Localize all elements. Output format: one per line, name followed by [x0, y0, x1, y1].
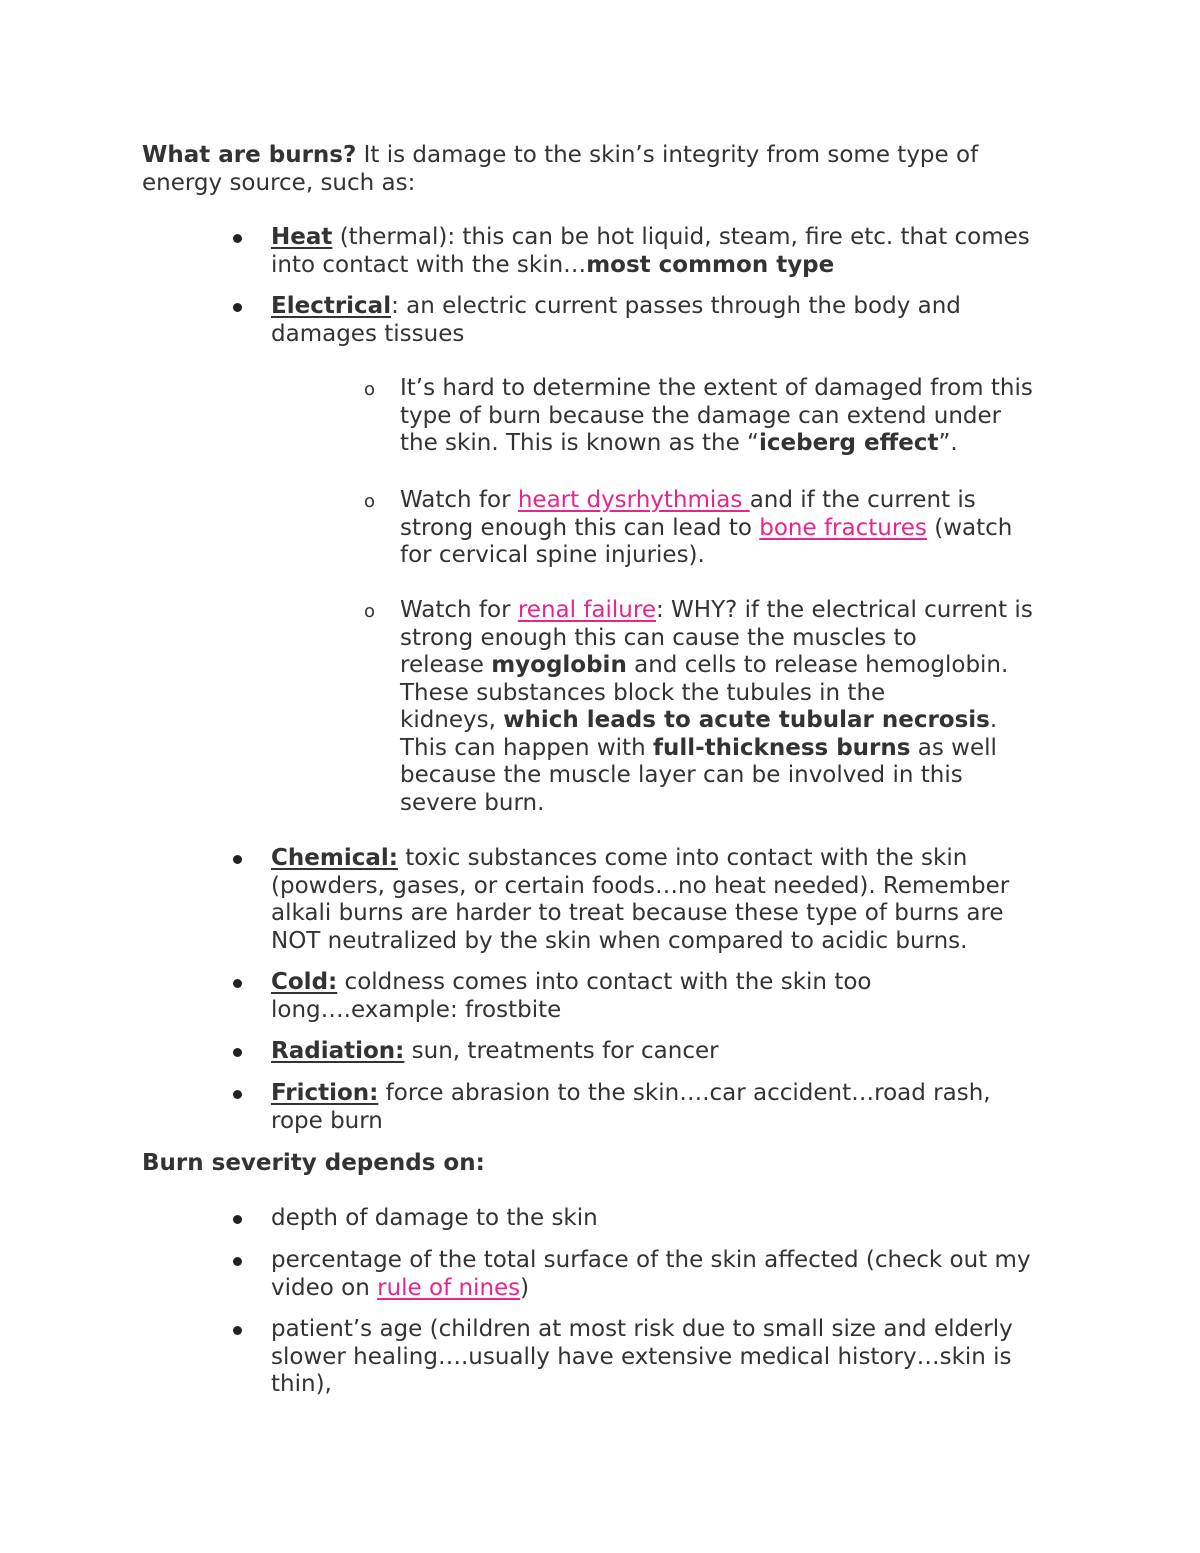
bullet-icon	[233, 1090, 242, 1099]
age-line-1: patient’s age (children at most risk due to small size and elderly	[271, 1316, 1013, 1342]
sub-item-iceberg	[400, 375, 1033, 458]
sub-item-renal	[400, 597, 1033, 817]
electrical-text-1: : an electric current passes through the body and	[391, 293, 961, 319]
bone-fractures-link[interactable]: bone fractures	[759, 514, 927, 541]
full-thickness-bold: full-thickness burns	[652, 734, 911, 761]
list-item-percentage	[271, 1247, 1031, 1302]
chemical-label: Chemical:	[271, 845, 398, 871]
list-item-cold	[271, 969, 871, 1024]
intro-text-1: It is damage to the skin’s integrity from some type of	[363, 142, 979, 168]
chemical-line-1: toxic substances come into contact with the skin	[397, 845, 968, 871]
cold-line-2: long….example: frostbite	[271, 996, 562, 1023]
electrical-label: Electrical	[271, 293, 392, 319]
chemical-line-2: (powders, gases, or certain foods…no heat needed). Remember	[271, 872, 1010, 899]
bullet-icon	[233, 1326, 242, 1335]
friction-label: Friction:	[271, 1080, 379, 1106]
bullet-icon	[233, 1048, 242, 1057]
list-item-chemical	[271, 845, 1009, 955]
heat-text-2: into contact with the skin…	[271, 251, 587, 278]
age-line-3: thin),	[271, 1371, 332, 1397]
iceberg-bold: iceberg effect	[758, 430, 939, 456]
renal-line-2: strong enough this can cause the muscles to	[400, 624, 917, 651]
bullet-icon	[233, 234, 242, 243]
heat-label: Heat	[271, 224, 333, 250]
chemical-line-4: NOT neutralized by the skin when compared to acidic burns.	[271, 927, 968, 954]
bullet-icon	[233, 303, 242, 312]
friction-line-1: force abrasion to the skin….car accident…road rash,	[378, 1080, 991, 1106]
renal-line-8: severe burn.	[400, 789, 545, 816]
heart-line-1b: and if the current is	[749, 487, 976, 513]
renal-line-1b: : WHY? if the electrical current is	[655, 597, 1033, 623]
iceberg-line-1: It’s hard to determine the extent of damaged from this	[400, 375, 1033, 401]
heat-bold: most common type	[586, 251, 835, 278]
age-line-2: slower healing….usually have extensive medical history…skin is	[271, 1343, 1012, 1370]
list-item-heat	[271, 224, 1030, 279]
renal-line-5a: kidneys,	[400, 707, 504, 733]
severity-section	[142, 1150, 485, 1178]
renal-line-5c: .	[989, 707, 998, 733]
heart-line-2b: (watch	[926, 514, 1013, 541]
friction-line-2: rope burn	[271, 1107, 383, 1134]
list-item-friction	[271, 1080, 991, 1135]
renal-line-3a: release	[400, 652, 492, 678]
necrosis-bold: which leads to acute tubular necrosis	[503, 707, 990, 733]
cold-line-1: coldness comes into contact with the skin too	[337, 969, 872, 995]
circle-bullet-icon: o	[364, 491, 376, 512]
list-item-electrical	[271, 293, 961, 348]
heat-text-1: (thermal): this can be hot liquid, steam, fire etc. that comes	[339, 224, 1030, 250]
iceberg-line-2: type of burn because the damage can extend under	[400, 402, 1002, 429]
list-item-age	[271, 1316, 1013, 1399]
intro-text-2: energy source, such as:	[142, 169, 416, 196]
iceberg-line-3c: ”.	[938, 430, 958, 456]
rule-of-nines-link[interactable]: rule of nines	[377, 1274, 521, 1301]
bullet-icon	[233, 855, 242, 864]
renal-line-4: These substances block the tubules in the	[400, 679, 886, 706]
renal-line-6a: This can happen with	[400, 734, 653, 761]
depth-text: depth of damage to the skin	[271, 1205, 598, 1231]
bullet-icon	[233, 1215, 242, 1224]
renal-line-6c: as well	[910, 734, 997, 761]
radiation-line-1: sun, treatments for cancer	[404, 1038, 719, 1064]
intro-heading: What are burns?	[142, 142, 357, 168]
radiation-label: Radiation:	[271, 1038, 405, 1064]
sub-item-heart	[400, 487, 1012, 570]
percentage-line-2b: )	[520, 1274, 530, 1301]
percentage-line-1: percentage of the total surface of the skin affected (check out my	[271, 1247, 1031, 1273]
percentage-line-2a: video on	[271, 1274, 378, 1301]
renal-line-3c: and cells to release hemoglobin.	[626, 652, 1009, 678]
heart-line-3: for cervical spine injuries).	[400, 542, 705, 568]
heart-dysrhythmias-link[interactable]: heart dysrhythmias	[517, 487, 750, 513]
circle-bullet-icon: o	[364, 379, 376, 400]
chemical-line-3: alkali burns are harder to treat because these type of burns are	[271, 900, 1004, 926]
renal-line-1a: Watch for	[400, 597, 518, 623]
renal-line-7: because the muscle layer can be involved in this	[400, 762, 963, 788]
intro-paragraph	[142, 142, 978, 197]
renal-failure-link[interactable]: renal failure	[517, 597, 656, 623]
heart-line-2a: strong enough this can lead to	[400, 514, 760, 541]
list-item-depth	[271, 1205, 598, 1233]
heart-line-1a: Watch for	[400, 487, 518, 513]
severity-heading: Burn severity depends on:	[142, 1150, 485, 1176]
myoglobin-bold: myoglobin	[491, 652, 627, 678]
electrical-text-2: damages tissues	[271, 320, 465, 347]
list-item-radiation	[271, 1038, 719, 1066]
bullet-icon	[233, 1257, 242, 1266]
bullet-icon	[233, 979, 242, 988]
iceberg-line-3a: the skin. This is known as the “	[400, 430, 759, 456]
circle-bullet-icon: o	[364, 601, 376, 622]
cold-label: Cold:	[271, 969, 338, 995]
